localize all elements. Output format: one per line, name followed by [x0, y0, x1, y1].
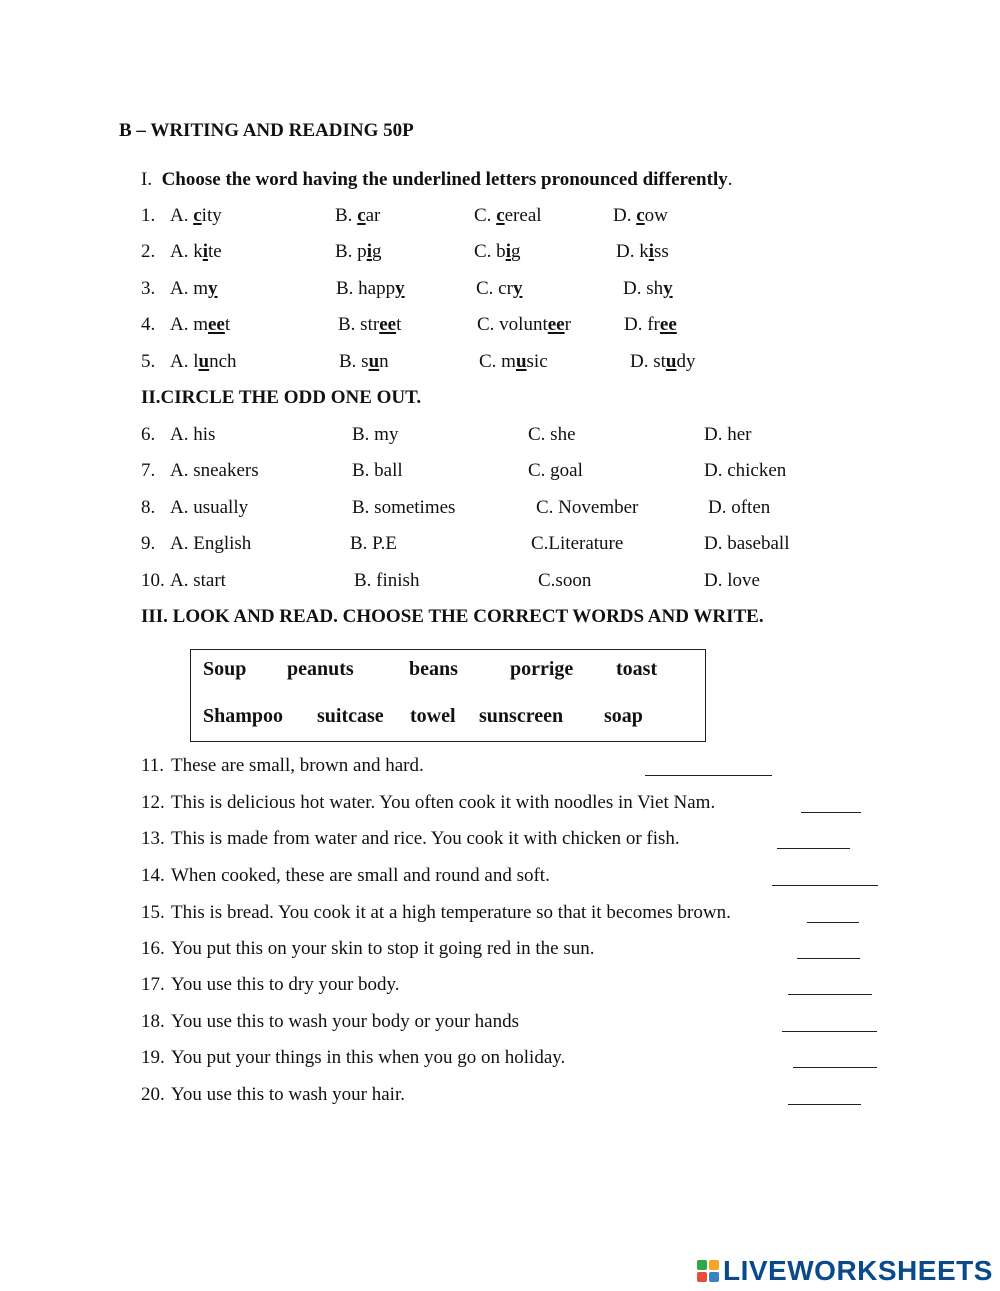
option-a[interactable]: A. English [170, 533, 252, 554]
option-b[interactable]: B. sometimes [352, 497, 456, 518]
option-d[interactable]: D. chicken [704, 460, 787, 481]
word-toast: toast [616, 658, 658, 680]
option-a[interactable]: A. usually [170, 497, 249, 518]
word-sunscreen: sunscreen [479, 705, 564, 727]
part3-heading: III. LOOK AND READ. CHOOSE THE CORRECT WORDS AND WRITE. [141, 606, 764, 627]
option-d[interactable]: D. kiss [616, 241, 669, 262]
answer-blank[interactable] [793, 1067, 877, 1068]
question-number: 17. [141, 974, 165, 995]
option-b[interactable]: B. happy [336, 278, 405, 299]
option-a[interactable]: A. start [170, 570, 226, 591]
option-d[interactable]: D. shy [623, 278, 673, 299]
word-porrige: porrige [510, 658, 574, 680]
word-beans: beans [409, 658, 458, 680]
option-a[interactable]: A. kite [170, 241, 222, 262]
option-c[interactable]: C. volunteer [477, 314, 571, 335]
question-text: These are small, brown and hard. [171, 755, 424, 776]
option-b[interactable]: B. ball [352, 460, 403, 481]
option-c[interactable]: C. big [474, 241, 521, 262]
answer-blank[interactable] [777, 848, 850, 849]
question-text: You use this to wash your body or your hands [171, 1011, 519, 1032]
word-soap: soap [604, 705, 643, 727]
option-d[interactable]: D. often [708, 497, 771, 518]
option-b[interactable]: B. finish [354, 570, 420, 591]
question-text: When cooked, these are small and round and soft. [171, 865, 550, 886]
question-text: This is made from water and rice. You cook it with chicken or fish. [171, 828, 680, 849]
answer-blank[interactable] [645, 775, 772, 776]
option-c[interactable]: C.Literature [531, 533, 624, 554]
section-title: B – WRITING AND READING 50P [119, 120, 414, 141]
word-box [190, 649, 706, 742]
answer-blank[interactable] [788, 994, 872, 995]
answer-blank[interactable] [801, 812, 861, 813]
part1-period: . [727, 169, 733, 190]
answer-blank[interactable] [782, 1031, 877, 1032]
question-number: 14. [141, 865, 165, 886]
part2-heading: II.CIRCLE THE ODD ONE OUT. [141, 387, 422, 408]
question-number: 3. [141, 278, 156, 299]
option-b[interactable]: B. street [338, 314, 402, 335]
option-a[interactable]: A. lunch [170, 351, 237, 372]
option-b[interactable]: B. sun [339, 351, 389, 372]
part1-numeral: I. [141, 169, 153, 190]
answer-blank[interactable] [788, 1104, 861, 1105]
question-number: 2. [141, 241, 156, 262]
question-number: 6. [141, 424, 156, 445]
answer-blank[interactable] [807, 922, 859, 923]
question-number: 11. [141, 755, 165, 776]
question-number: 18. [141, 1011, 165, 1032]
question-text: This is bread. You cook it at a high temperature so that it becomes brown. [171, 902, 731, 923]
part1-instruction: Choose the word having the underlined letters pronounced differently [161, 169, 728, 190]
liveworksheets-logo[interactable] [697, 1255, 993, 1287]
option-a[interactable]: A. city [170, 205, 222, 226]
option-c[interactable]: C. cry [476, 278, 523, 299]
word-suitcase: suitcase [317, 705, 384, 727]
option-c[interactable]: C. she [528, 424, 576, 445]
question-number: 10. [141, 570, 165, 591]
question-number: 5. [141, 351, 156, 372]
answer-blank[interactable] [797, 958, 860, 959]
question-text: You put this on your skin to stop it going red in the sun. [171, 938, 595, 959]
option-b[interactable]: B. car [335, 205, 381, 226]
question-text: You use this to wash your hair. [171, 1084, 405, 1105]
option-b[interactable]: B. P.E [350, 533, 397, 554]
question-number: 12. [141, 792, 165, 813]
word-peanuts: peanuts [287, 658, 354, 680]
question-number: 9. [141, 533, 156, 554]
option-d[interactable]: D. baseball [704, 533, 790, 554]
question-text: You use this to dry your body. [171, 974, 400, 995]
option-b[interactable]: B. my [352, 424, 399, 445]
question-text: You put your things in this when you go on holiday. [171, 1047, 566, 1068]
logo-text: LIVEWORKSHEETS [723, 1255, 993, 1286]
question-number: 13. [141, 828, 165, 849]
question-number: 19. [141, 1047, 165, 1068]
option-b[interactable]: B. pig [335, 241, 382, 262]
option-d[interactable]: D. her [704, 424, 752, 445]
word-shampoo: Shampoo [203, 705, 284, 727]
question-number: 15. [141, 902, 165, 923]
question-number: 4. [141, 314, 156, 335]
question-number: 20. [141, 1084, 165, 1105]
part1-heading [141, 169, 732, 191]
question-number: 7. [141, 460, 156, 481]
question-text: This is delicious hot water. You often cook it with noodles in Viet Nam. [171, 792, 716, 813]
answer-blank[interactable] [772, 885, 878, 886]
option-c[interactable]: C. music [479, 351, 548, 372]
question-number: 8. [141, 497, 156, 518]
option-a[interactable]: A. sneakers [170, 460, 259, 481]
blocks-icon [697, 1260, 719, 1282]
option-d[interactable]: D. love [704, 570, 760, 591]
option-c[interactable]: C. goal [528, 460, 583, 481]
option-a[interactable]: A. his [170, 424, 216, 445]
option-a[interactable]: A. my [170, 278, 218, 299]
option-c[interactable]: C. cereal [474, 205, 542, 226]
option-d[interactable]: D. study [630, 351, 696, 372]
option-d[interactable]: D. free [624, 314, 677, 335]
option-a[interactable]: A. meet [170, 314, 231, 335]
option-c[interactable]: C.soon [538, 570, 592, 591]
question-number: 1. [141, 205, 156, 226]
question-number: 16. [141, 938, 165, 959]
word-towel: towel [410, 705, 456, 727]
word-soup: Soup [203, 658, 247, 680]
option-d[interactable]: D. cow [613, 205, 668, 226]
option-c[interactable]: C. November [536, 497, 639, 518]
